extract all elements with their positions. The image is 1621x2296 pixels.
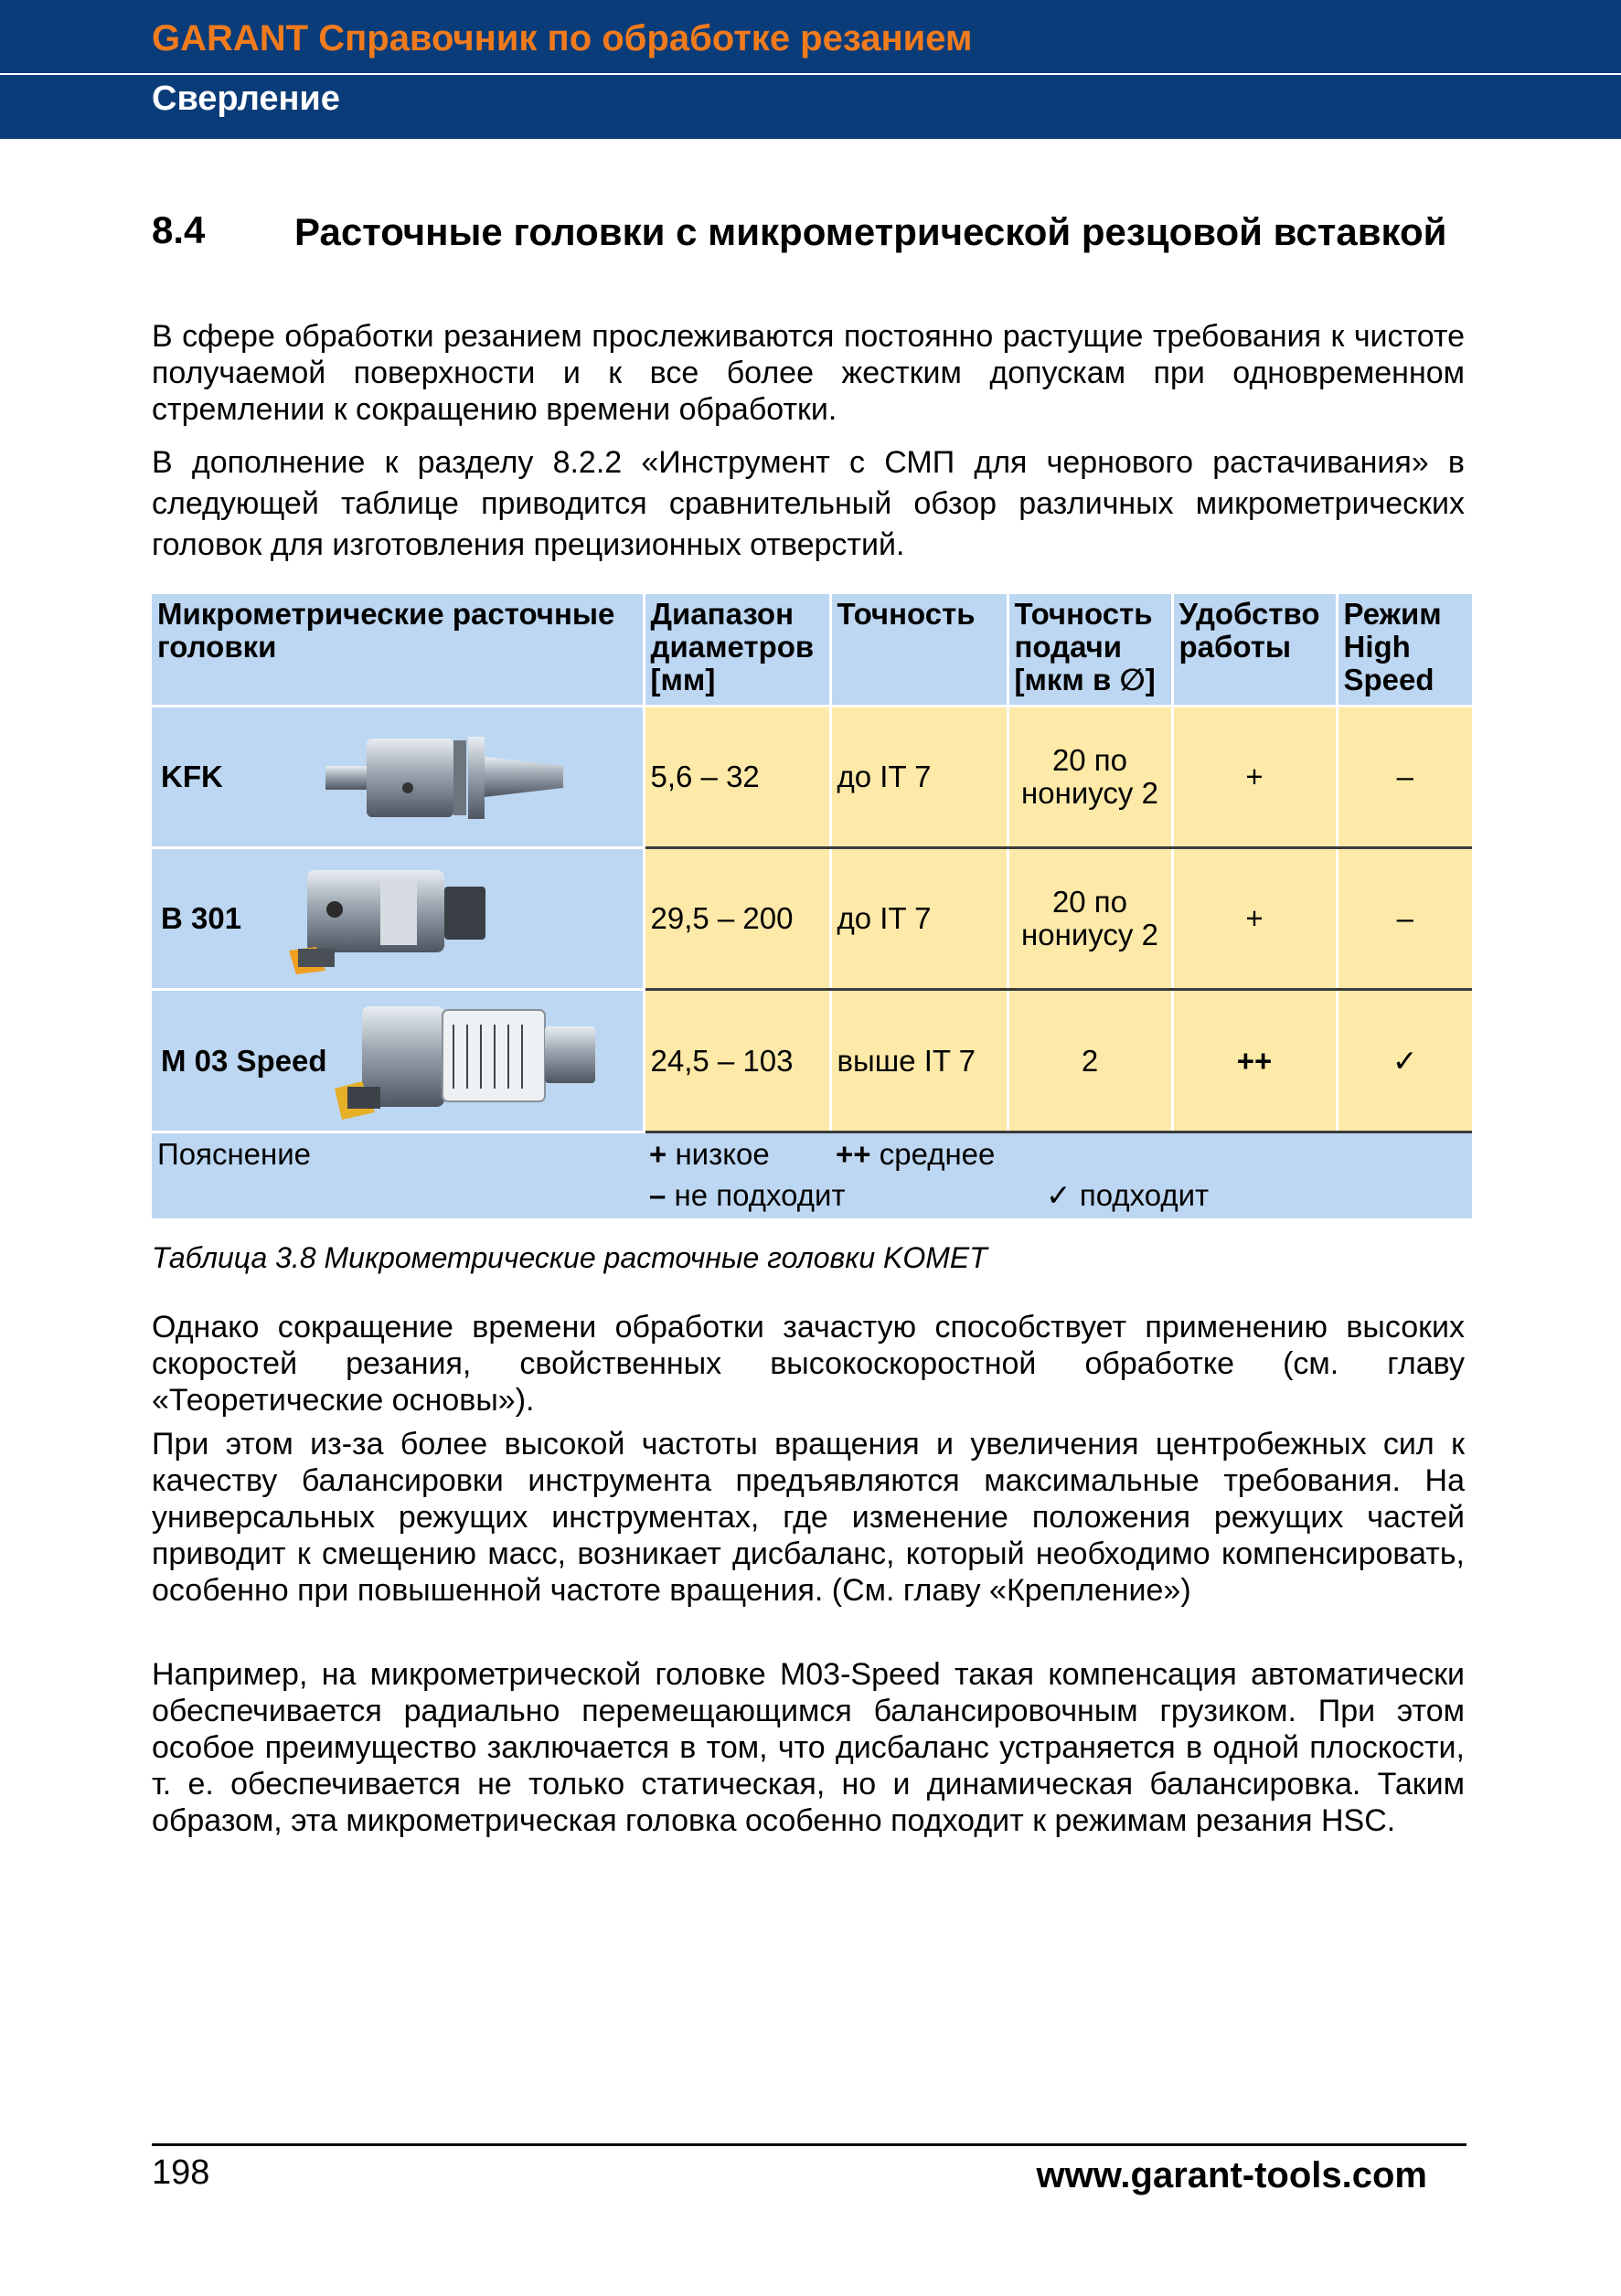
legend-low-symbol: + xyxy=(649,1136,667,1171)
legend-mid: среднее xyxy=(870,1136,996,1171)
legend-yes: подходит xyxy=(1071,1177,1210,1212)
header-subtitle: Сверление xyxy=(152,80,340,118)
footer-divider xyxy=(152,2143,1466,2146)
table-row xyxy=(152,848,1472,990)
table-row xyxy=(152,990,1472,1132)
legend-col-b xyxy=(830,1132,1008,1219)
range-cell: 24,5 – 103 xyxy=(644,990,830,1132)
high-speed-cell: ✓ xyxy=(1337,990,1472,1132)
page-header xyxy=(0,0,1621,139)
kfk-tool-image xyxy=(289,731,563,823)
accuracy-cell: выше IT 7 xyxy=(830,990,1008,1132)
tool-cell-b301 xyxy=(152,848,644,990)
header-accuracy: Точность xyxy=(830,594,1008,706)
header-tool: Микрометрические расточные головки xyxy=(152,594,644,706)
header-divider xyxy=(0,73,1621,75)
header-feed: Точность подачи [мкм в ∅] xyxy=(1008,594,1172,706)
legend-no-symbol: – xyxy=(649,1177,667,1212)
comparison-table xyxy=(152,594,1472,1221)
intro-paragraph-1: В сфере обработки резанием прослеживаются постоянно растущие требования к чистоте получаемой поверхности и к все более жестким допускам при одновременном стремлении к сокращению времени обработки. xyxy=(152,319,1465,427)
legend-no: не подходит xyxy=(666,1177,846,1212)
legend-col-a xyxy=(644,1132,846,1219)
table-header-row xyxy=(152,594,1472,706)
legend-row xyxy=(152,1132,1472,1219)
m03-tool-image xyxy=(335,997,609,1125)
tool-name: M 03 Speed xyxy=(161,1043,327,1078)
website-link[interactable]: www.garant-tools.com xyxy=(1036,2155,1427,2195)
section-number: 8.4 xyxy=(152,208,206,251)
header-high-speed: Режим High Speed xyxy=(1337,594,1472,706)
comfort-cell: + xyxy=(1172,848,1337,990)
b301-tool-image xyxy=(289,859,499,978)
high-speed-cell: – xyxy=(1337,848,1472,990)
feed-cell: 2 xyxy=(1008,990,1172,1132)
accuracy-cell: до IT 7 xyxy=(830,706,1008,847)
intro-paragraph-2: В дополнение к разделу 8.2.2 «Инструмент с СМП для чернового растачивания» в следующей таблице приводится сравнительный обзор различных микрометрических головок для изготовления прецизионных отверстий. xyxy=(152,445,1465,562)
legend-mid-symbol: ++ xyxy=(836,1136,871,1171)
range-cell: 29,5 – 200 xyxy=(644,848,830,990)
tool-cell-kfk xyxy=(152,706,644,847)
legend-label: Пояснение xyxy=(152,1132,644,1219)
tool-cell-m03 xyxy=(152,990,644,1132)
body-paragraph-3: Например, на микрометрической головке M03-Speed такая компенсация автоматически обеспечивается радиально перемещающимся балансировочным грузиком. При этом особое преимущество заключается в том, что дисбаланс устраняется в одной плоскости, т. е. обеспечивается не только статическая, но и динамическая балансировка. Таким образом, эта микрометрическая головка особенно подходит к режимам резания HSC. xyxy=(152,1657,1465,1838)
legend-low: низкое xyxy=(667,1136,770,1171)
header-range: Диапазон диаметров [мм] xyxy=(644,594,830,706)
header-comfort: Удобство работы xyxy=(1172,594,1337,706)
high-speed-cell: – xyxy=(1337,706,1472,847)
comfort-cell: ++ xyxy=(1172,990,1337,1132)
tool-name: KFK xyxy=(161,759,223,793)
accuracy-cell: до IT 7 xyxy=(830,848,1008,990)
legend-yes-symbol: ✓ xyxy=(1046,1177,1072,1212)
body-paragraph-2: При этом из-за более высокой частоты вращения и увеличения центробежных сил к качеству балансировки инструмента предъявляются максимальные требования. На универсальных режущих инструментах, где изменение положения режущих частей приводит к смещению масс, возникает дисбаланс, который необходимо компенсировать, особенно при повышенной частоте вращения. (См. главу «Крепление») xyxy=(152,1427,1465,1608)
tool-name: B 301 xyxy=(161,901,242,936)
page-number: 198 xyxy=(152,2153,210,2192)
feed-cell: 20 по нониусу 2 xyxy=(1008,848,1172,990)
feed-cell: 20 по нониусу 2 xyxy=(1008,706,1172,847)
section-title: Расточные головки с микрометрической резцовой вставкой xyxy=(294,210,1447,253)
body-paragraph-1: Однако сокращение времени обработки зачастую способствует применению высоких скоростей резания, свойственных высокоскоростной обработке (см. главу «Теоретические основы»). xyxy=(152,1310,1465,1418)
range-cell: 5,6 – 32 xyxy=(644,706,830,847)
legend-col-c xyxy=(1008,1132,1472,1219)
table-row xyxy=(152,706,1472,847)
comfort-cell: + xyxy=(1172,706,1337,847)
header-title: GARANT Справочник по обработке резанием xyxy=(152,18,973,58)
table-caption: Таблица 3.8 Микрометрические расточные головки KOMET xyxy=(152,1241,987,1274)
